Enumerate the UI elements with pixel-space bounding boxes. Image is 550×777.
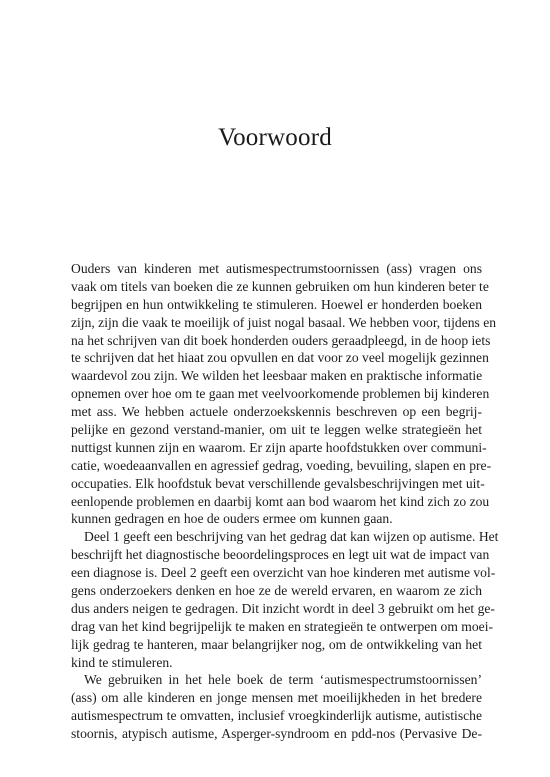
text-line: drag van het kind begrijpelijk te maken en strategieën te ontwerpen om moei-	[71, 618, 494, 634]
text-line: lijk gedrag te hanteren, maar belangrijker nog, om de ontwikkeling van het	[71, 636, 482, 652]
paragraph	[71, 671, 482, 743]
text-line: met ass. We hebben actuele onderzoekskennis beschreven op een begrij-	[71, 404, 482, 420]
text-line: beschrijft het diagnostische beoordelingsproces en legt uit wat de impact van	[71, 547, 490, 563]
text-line: Deel 1 geeft een beschrijving van het gedrag dat kan wijzen op autisme. Het	[84, 529, 499, 545]
paragraph	[71, 528, 499, 671]
text-line: eenlopende problemen en daarbij komt aan bod waarom het kind zich zo zou	[71, 493, 490, 509]
text-line: te schrijven dat het hiaat zou opvullen en dat voor zo veel mogelijk gezinnen	[71, 350, 489, 366]
text-line: stoornis, atypisch autisme, Asperger-syndroom en pdd-nos (Pervasive De-	[71, 726, 482, 742]
text-line: occupaties. Elk hoofdstuk bevat verschillende gevalsbeschrijvingen met uit-	[71, 475, 485, 491]
text-line: kunnen gedragen en hoe de ouders ermee om kunnen gaan.	[71, 511, 393, 527]
chapter-title: Voorwoord	[218, 124, 332, 151]
text-line: gens onderzoekers denken en hoe ze de wereld ervaren, en waarom ze zich	[71, 583, 482, 599]
text-line: opnemen over hoe om te gaan met veelvoorkomende problemen bij kinderen	[71, 386, 490, 402]
text-line: kind te stimuleren.	[71, 654, 173, 670]
text-line: zijn, zijn die vaak te moeilijk of juist nogal basaal. We hebben voor, tijdens en	[71, 314, 497, 330]
text-line: na het schrijven van dit boek honderden ouders geraadpleegd, in de hoop iets	[71, 332, 491, 348]
text-line: pelijke en gezond verstand-manier, om uit te leggen welke strategieën het	[71, 422, 482, 438]
text-line: nuttigst kunnen zijn en waarom. Er zijn aparte hoofdstukken over communi-	[71, 439, 487, 455]
text-line: autismespectrum te omvatten, inclusief vroegkinderlijk autisme, autistische	[71, 708, 482, 724]
text-line: Ouders van kinderen met autismespectrumstoornissen (ass) vragen ons	[71, 261, 482, 276]
text-line: waardevol zou zijn. We wilden het leesbaar maken en praktische informatie	[71, 368, 483, 384]
text-line: (ass) om alle kinderen en jonge mensen met moeilijkheden in het bredere	[71, 690, 482, 706]
text-line: catie, woedeaanvallen en agressief gedrag, voeding, bevuiling, slapen en pre-	[71, 457, 492, 473]
text-line: dus anders neigen te gedragen. Dit inzicht wordt in deel 3 gebruikt om het ge-	[71, 600, 495, 616]
body-text	[71, 260, 499, 743]
text-line: begrijpen en hun ontwikkeling te stimuleren. Hoewel er honderden boeken	[71, 296, 482, 312]
text-line: vaak om titels van boeken die ze kunnen gebruiken om hun kinderen beter te	[71, 278, 489, 294]
text-line: We gebruiken in het hele boek de term ‘autismespectrumstoornissen’	[84, 672, 482, 688]
text-line: een diagnose is. Deel 2 geeft een overzicht van hoe kinderen met autisme vol-	[71, 565, 496, 581]
paragraph	[71, 260, 497, 528]
